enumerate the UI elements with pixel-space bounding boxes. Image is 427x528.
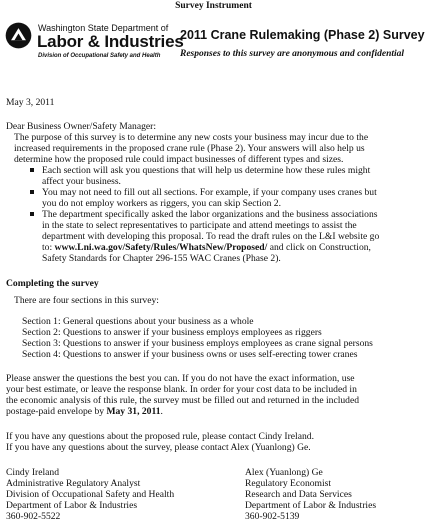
bullet-text: Each section will ask you questions that will help us determine how these rules might	[42, 165, 371, 176]
bullet-text: department with developing this proposal. To read the draft rules on the L&I website go	[42, 231, 380, 242]
contact-agency: Department of Labor & Industries	[245, 500, 377, 511]
sections-intro: There are four sections in this survey:	[14, 295, 159, 306]
deadline-date: May 31, 2011	[106, 406, 161, 417]
instructions-line: Please answer the questions the best you can. If you do not have the exact information, use	[6, 373, 355, 384]
bullet-text: The department specifically asked the labor organizations and the business associations	[42, 209, 378, 220]
survey-subtitle: Responses to this survey are anonymous and confidential	[180, 49, 405, 59]
section-item: Section 4: Questions to answer if your business owns or uses self-erecting tower cranes	[22, 349, 358, 360]
survey-title: 2011 Crane Rulemaking (Phase 2) Survey	[180, 28, 425, 42]
letter-date: May 3, 2011	[6, 97, 55, 108]
contact-title: Regulatory Economist	[245, 478, 332, 489]
contact-agency: Department of Labor & Industries	[6, 500, 138, 511]
bullet-text: You may not need to fill out all sections. For example, if your company uses cranes but	[42, 187, 377, 198]
contact-title: Administrative Regulatory Analyst	[6, 478, 141, 489]
bullet-text: in the state to select representatives to participate and attend meetings to assist the	[42, 220, 357, 231]
agency-state-name: Washington State Department of	[38, 23, 169, 33]
section-item: Section 2: Questions to answer if your business employs employees as riggers	[22, 327, 322, 338]
instructions-deadline-line: postage-paid envelope by May 31, 2011.	[6, 406, 163, 417]
agency-name: Labor & Industries	[37, 32, 184, 51]
salutation: Dear Business Owner/Safety Manager:	[6, 121, 156, 132]
bullet-text: affect your business.	[42, 176, 121, 187]
contact-survey-text: If you have any questions about the survey, please contact Alex (Yuanlong) Ge.	[6, 442, 311, 453]
contact-name: Cindy Ireland	[6, 467, 60, 478]
document-header: Survey Instrument	[175, 1, 252, 11]
bullet-text: Safety Standards for Chapter 296-155 WAC Cranes (Phase 2).	[42, 253, 281, 264]
rules-website-link[interactable]: www.Lni.wa.gov/Safety/Rules/WhatsNew/Proposed/	[54, 242, 268, 253]
bullet-icon	[30, 190, 34, 194]
instructions-line: your best estimate, or leave the response blank. In order for your cost data to be included in	[6, 384, 357, 395]
contact-unit: Division of Occupational Safety and Health	[6, 489, 175, 500]
bullet-icon	[30, 212, 34, 216]
bullet-icon	[30, 168, 34, 172]
contact-phone: 360-902-5139	[245, 511, 300, 522]
contact-unit: Research and Data Services	[245, 489, 352, 500]
section-item: Section 1: General questions about your business as a whole	[22, 316, 254, 327]
intro-line: increased requirements in the proposed crane rule (Phase 2). Your answers will also help us	[14, 143, 365, 154]
section-item: Section 3: Questions to answer if your business employs employees as crane signal persons	[22, 338, 373, 349]
intro-line: determine how the proposed rule could impact businesses of different types and sizes.	[14, 154, 344, 165]
contact-rule-text: If you have any questions about the proposed rule, please contact Cindy Ireland.	[6, 431, 314, 442]
bullet-text: you do not employ workers as riggers, you can skip Section 2.	[42, 198, 282, 209]
section-heading: Completing the survey	[6, 278, 99, 289]
contact-phone: 360-902-5522	[6, 511, 61, 522]
intro-line: The purpose of this survey is to determine any new costs your business may incur due to the	[14, 132, 369, 143]
instructions-line: the economic analysis of this rule, the survey must be filled out and returned in the included	[6, 395, 360, 406]
bullet-link-line: to: www.Lni.wa.gov/Safety/Rules/WhatsNew/Proposed/ and click on Construction,	[42, 242, 371, 253]
agency-division: Division of Occupational Safety and Health	[38, 53, 161, 59]
lni-logo-icon	[5, 22, 32, 49]
contact-name: Alex (Yuanlong) Ge	[245, 467, 323, 478]
